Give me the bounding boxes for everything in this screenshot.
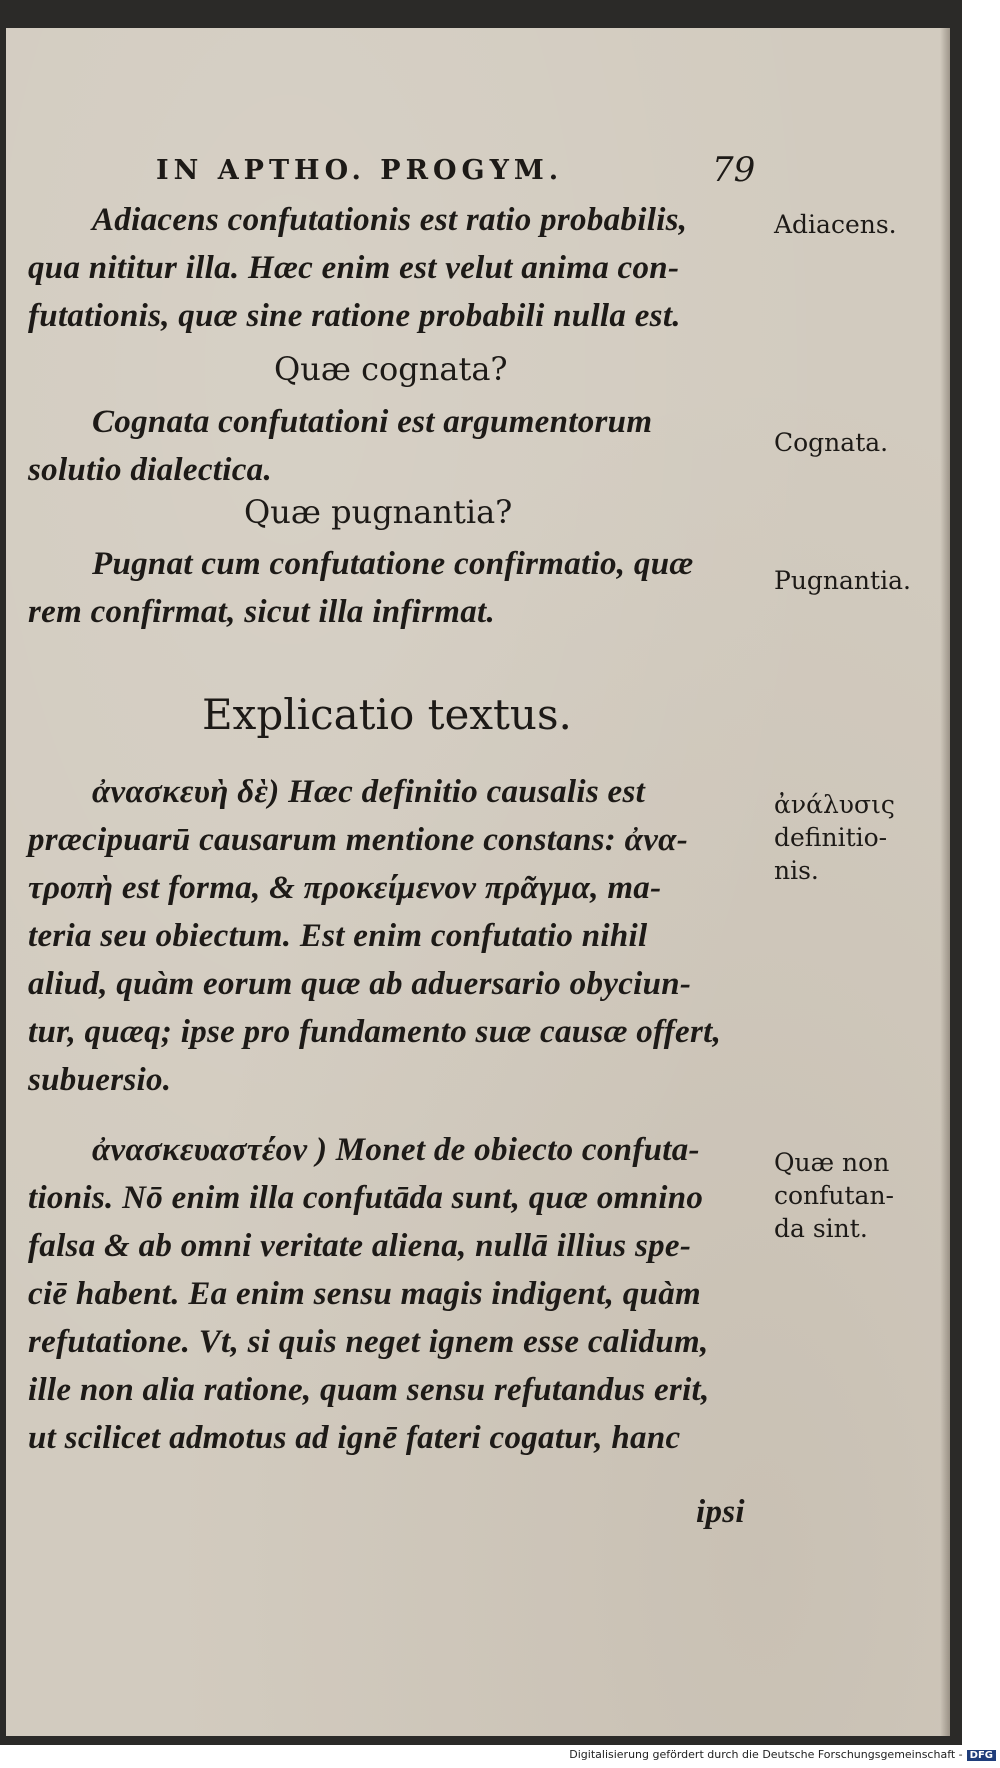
paragraph-pugnantia [28, 540, 694, 636]
credit-text: Digitalisierung gefördert durch die Deutsche Forschungsgemeinschaft - [569, 1748, 963, 1761]
margin-note-cognata [774, 426, 888, 459]
question-pugnantia: Quæ pugnantia? [244, 493, 513, 531]
text-line: ciē habent. Ea enim sensu magis indigent, quàm [28, 1276, 701, 1312]
text-line: qua nititur illa. Hæc enim est velut anima con- [28, 250, 680, 286]
dfg-logo: DFG [967, 1750, 996, 1761]
text-line: ἀνασκευὴ δὲ) Hæc definitio causalis est [92, 774, 646, 810]
question-cognata: Quæ cognata? [274, 350, 508, 388]
text-line: ut scilicet admotus ad ignē fateri cogatur, hanc [28, 1420, 681, 1456]
margin-note-line: Pugnantia. [774, 566, 911, 595]
text-line: refutatione. Vt, si quis neget ignem esse calidum, [28, 1324, 709, 1360]
margin-note-line: Quæ non [774, 1148, 890, 1177]
margin-note-non-confutanda [774, 1146, 894, 1245]
text-line: præcipuarū causarum mentione constans: ἀνα- [28, 822, 688, 858]
margin-note-adiacens [774, 208, 897, 241]
text-line: ille non alia ratione, quam sensu refutandus erit, [28, 1372, 710, 1408]
text-line: rem confirmat, sicut illa infirmat. [28, 594, 496, 630]
margin-note-line: ἀνάλυσις [774, 790, 895, 819]
digitization-credit [569, 1748, 996, 1761]
section-heading: Explicatio textus. [202, 690, 572, 739]
text-line: ἀνασκευαστέον ) Monet de obiecto confuta- [92, 1132, 700, 1168]
margin-note-line: definitio- [774, 823, 888, 852]
text-line: solutio dialectica. [28, 452, 273, 488]
margin-note-pugnantia [774, 564, 911, 597]
text-line: Cognata confutationi est argumentorum [92, 404, 653, 440]
text-line: Pugnat cum confutatione confirmatio, quæ [92, 546, 694, 582]
page-number: 79 [712, 150, 756, 190]
text-line: teria seu obiectum. Est enim confutatio nihil [28, 918, 648, 954]
margin-note-line: Adiacens. [774, 210, 897, 239]
text-line: subuersio. [28, 1062, 172, 1098]
text-line: Adiacens confutationis est ratio probabilis, [92, 202, 688, 238]
paragraph-adiacens [28, 196, 687, 340]
margin-note-line: nis. [774, 856, 819, 885]
paragraph-obiecto [28, 1126, 710, 1462]
page-edge-shadow [940, 28, 950, 1736]
text-line: falsa & ab omni veritate aliena, nullā illius spe- [28, 1228, 692, 1264]
book-page [6, 28, 950, 1736]
text-line: futationis, quæ sine ratione probabili nulla est. [28, 298, 681, 334]
catchword: ipsi [696, 1494, 745, 1530]
text-line: tur, quæq; ipse pro fundamento suæ causæ offert, [28, 1014, 722, 1050]
text-line: aliud, quàm eorum quæ ab aduersario obyciun- [28, 966, 692, 1002]
text-line: τροπὴ est forma, & προκείμενον πρᾶγμα, ma- [28, 870, 662, 906]
margin-note-line: Cognata. [774, 428, 889, 457]
text-line: tionis. Nō enim illa confutāda sunt, quæ omnino [28, 1180, 704, 1216]
margin-note-definitionis [774, 788, 895, 887]
paragraph-definitio [28, 768, 721, 1104]
running-head: IN APTHO. PROGYM. [156, 155, 564, 186]
margin-note-line: da sint. [774, 1214, 868, 1243]
margin-note-line: confutan- [774, 1181, 895, 1210]
paragraph-cognata [28, 398, 652, 494]
